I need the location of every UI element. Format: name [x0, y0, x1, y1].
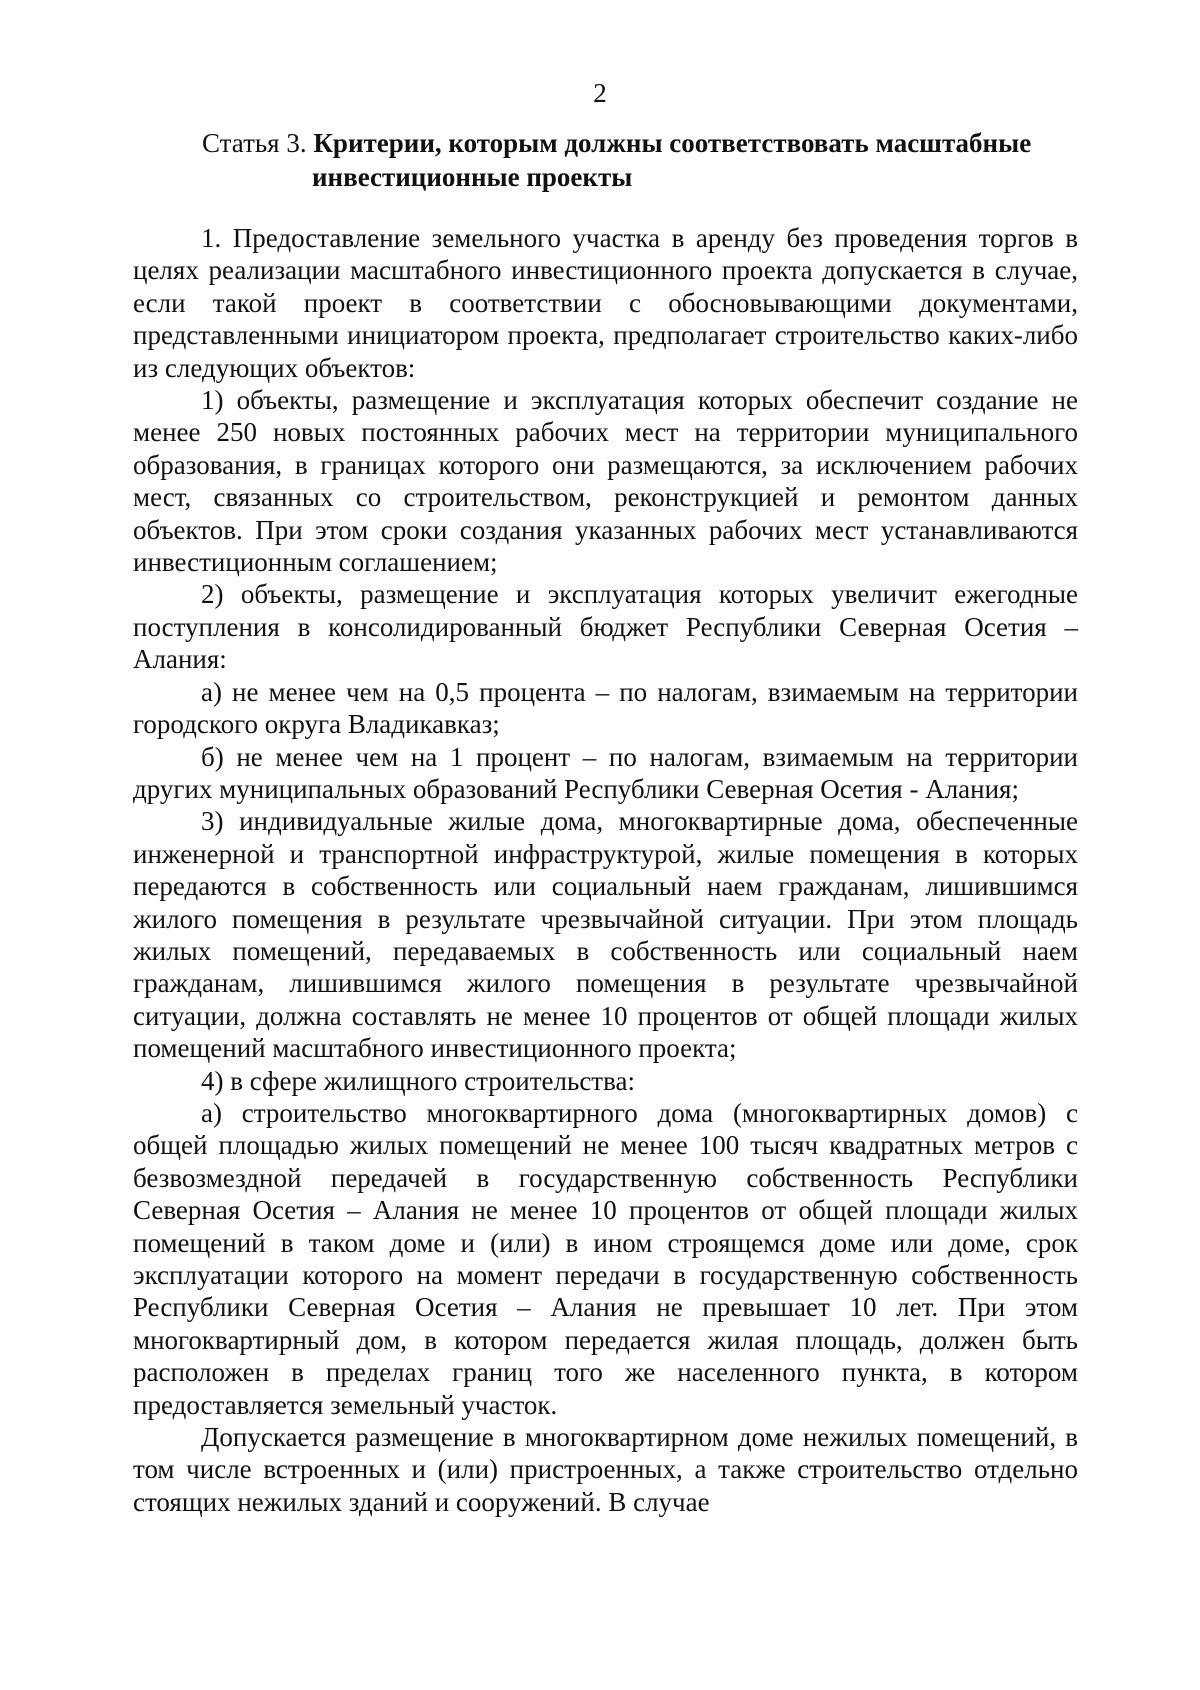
- paragraph-item-2a: а) не менее чем на 0,5 процента – по налогам, взимаемым на территории городского округа Владикавказ;: [133, 676, 1078, 740]
- article-title-line-2: инвестиционные проекты: [312, 162, 633, 192]
- paragraph-item-1: 1) объекты, размещение и эксплуатация которых обеспечит создание не менее 250 новых постоянных рабочих мест на территории муниципального образования, в границах которого они размещаются, за исключением рабочих мест, связанных со строительством, реконструкцией и ремонтом данных объектов. При этом сроки создания указанных рабочих мест устанавливаются инвестиционным соглашением;: [133, 385, 1078, 578]
- article-heading: [202, 126, 1082, 194]
- article-title-line-1: Критерии, которым должны соответствовать масштабные: [313, 128, 1032, 158]
- paragraph-continuation: Допускается размещение в многоквартирном доме нежилых помещений, в том числе встроенных и (или) пристроенных, а также строительство отдельно стоящих нежилых зданий и сооружений. В случае: [133, 1422, 1078, 1517]
- paragraph-item-2b: б) не менее чем на 1 процент – по налогам, взимаемым на территории других муниципальных образований Республики Северная Осетия - Алания;: [133, 741, 1078, 804]
- paragraph-item-3: 3) индивидуальные жилые дома, многоквартирные дома, обеспеченные инженерной и транспортной инфраструктурой, жилые помещения в которых передаются в собственность или социальный наем гражданам, лишившимся жилого помещения в результате чрезвычайной ситуации. При этом площадь жилых помещений, передаваемых в собственность или социальный наем гражданам, лишившимся жилого помещения в результате чрезвычайной ситуации, должна составлять не менее 10 процентов от общей площади жилых помещений масштабного инвестиционного проекта;: [133, 806, 1078, 1064]
- page-number: 2: [593, 78, 607, 108]
- paragraph-item-4: 4) в сфере жилищного строительства:: [201, 1065, 635, 1096]
- article-body: [133, 222, 1078, 1518]
- article-number: Статья 3.: [202, 128, 307, 158]
- paragraph-item-2: 2) объекты, размещение и эксплуатация которых увеличит ежегодные поступления в консолидированный бюджет Республики Северная Осетия – Алания:: [133, 579, 1078, 675]
- paragraph-1: 1. Предоставление земельного участка в аренду без проведения торгов в целях реализации масштабного инвестиционного проекта допускается в случае, если такой проект в соответствии с обосновывающими документами, представленными инициатором проекта, предполагает строительство каких-либо из следующих объектов:: [133, 223, 1078, 383]
- paragraph-item-4a: а) строительство многоквартирного дома (многоквартирных домов) с общей площадью жилых помещений не менее 100 тысяч квадратных метров с безвозмездной передачей в государственную собственность Республики Северная Осетия – Алания не менее 10 процентов от общей площади жилых помещений в таком доме и (или) в ином строящемся доме или доме, срок эксплуатации которого на момент передачи в государственную собственность Республики Северная Осетия – Алания не превышает 10 лет. При этом многоквартирный дом, в котором передается жилая площадь, должен быть расположен в пределах границ того же населенного пункта, в котором предоставляется земельный участок.: [133, 1097, 1078, 1420]
